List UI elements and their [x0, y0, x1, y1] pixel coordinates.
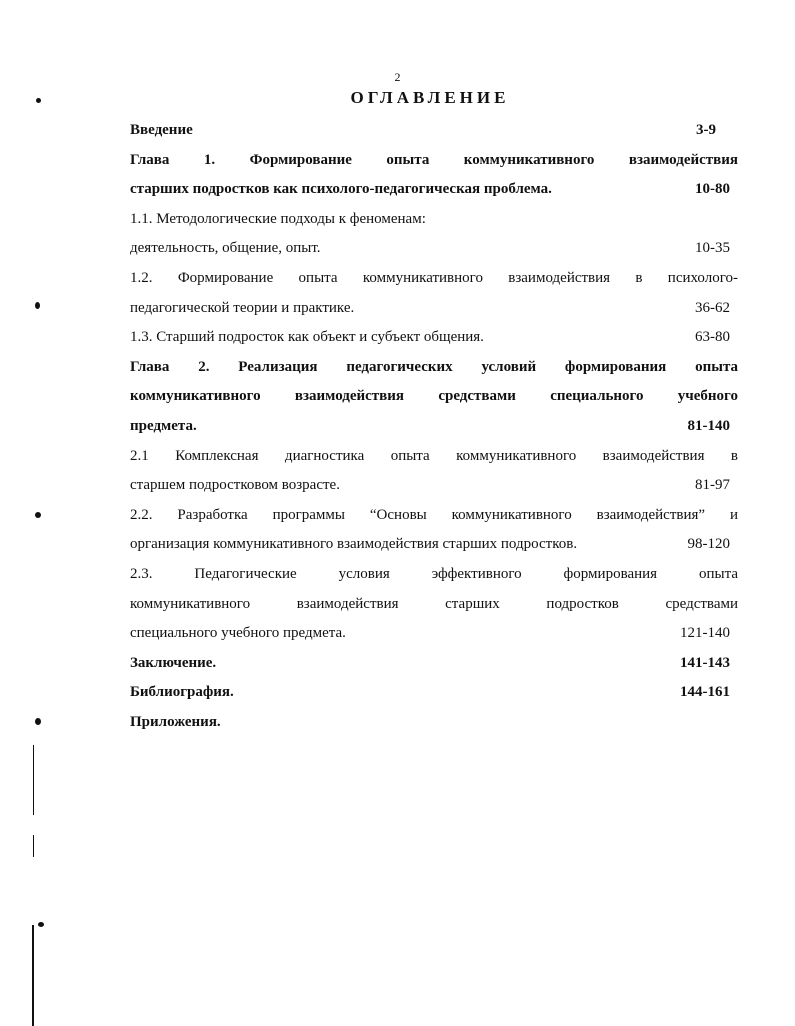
- toc-line: [130, 501, 738, 531]
- toc-page-range: 3-9: [696, 122, 716, 138]
- toc-line: [130, 382, 738, 412]
- toc-page-range: 141-143: [680, 654, 730, 671]
- toc-page-range: 98-120: [687, 536, 730, 553]
- toc-line-text: коммуникативного взаимодействия старших подростков средствами: [130, 595, 738, 612]
- toc-line: [130, 294, 738, 324]
- toc-line: [130, 264, 738, 294]
- scan-dot-2: [35, 302, 40, 309]
- toc-line: [130, 205, 738, 235]
- page-title: ОГЛАВЛЕНИЕ: [350, 88, 510, 107]
- scan-line-1: [33, 745, 34, 815]
- toc-line: [130, 471, 738, 501]
- toc-page-range: 121-140: [680, 625, 730, 642]
- toc-line: [130, 146, 738, 176]
- toc-page-range: 36-62: [695, 299, 730, 316]
- scan-dot-3: [35, 512, 41, 518]
- toc-line-text: Введение: [130, 122, 193, 138]
- toc-line-text: Приложения.: [130, 713, 221, 730]
- toc-page-range: 144-161: [680, 684, 730, 701]
- scan-line-3: [32, 925, 34, 1026]
- toc-page-range: 63-80: [695, 329, 730, 346]
- toc-line: [130, 678, 738, 708]
- toc-line-text: предмета.: [130, 417, 197, 434]
- toc-line-text: Глава 2. Реализация педагогических условий формирования опыта: [130, 358, 738, 375]
- toc-line-text: деятельность, общение, опыт.: [130, 240, 321, 257]
- toc-page-range: 81-97: [695, 477, 730, 494]
- toc-line-text: коммуникативного взаимодействия средствами специального учебного: [130, 388, 738, 405]
- toc-line: [130, 116, 738, 146]
- toc-line: [130, 412, 738, 442]
- toc-line-text: специального учебного предмета.: [130, 625, 346, 642]
- toc-page-range: 10-35: [695, 240, 730, 257]
- toc-line: [130, 708, 738, 738]
- toc-line: [130, 323, 738, 353]
- scan-dot-5: [38, 922, 44, 927]
- toc-line: [130, 442, 738, 472]
- toc-line: [130, 619, 738, 649]
- toc-line: [130, 234, 738, 264]
- toc-line-text: Заключение.: [130, 654, 217, 671]
- toc-line-text: 1.2. Формирование опыта коммуникативного взаимодействия в психолого-: [130, 269, 738, 286]
- toc-line-text: 2.1 Комплексная диагностика опыта коммуникативного взаимодействия в: [130, 447, 738, 464]
- toc-line-text: старшем подростковом возрасте.: [130, 477, 340, 494]
- toc-line-text: педагогической теории и практике.: [130, 299, 355, 316]
- toc-line-text: 2.3. Педагогические условия эффективного формирования опыта: [130, 565, 738, 582]
- toc-line-text: организация коммуникативного взаимодействия старших подростков.: [130, 536, 578, 553]
- toc-line-text: старших подростков как психолого-педагогическая проблема.: [130, 181, 552, 198]
- toc-line-text: Библиография.: [130, 684, 234, 701]
- toc-line-text: 2.2. Разработка программы “Основы коммуникативного взаимодействия” и: [130, 506, 738, 523]
- toc-line: [130, 649, 738, 679]
- toc-line: [130, 175, 738, 205]
- page-number: 2: [394, 70, 401, 84]
- toc-line: [130, 353, 738, 383]
- scan-dot-4: [35, 718, 41, 725]
- toc-page-range: 10-80: [695, 181, 730, 198]
- toc-page-range: 81-140: [687, 417, 730, 434]
- scan-line-2: [33, 835, 34, 857]
- toc-line: [130, 530, 738, 560]
- toc-line-text: 1.1. Методологические подходы к феноменам:: [130, 210, 426, 227]
- table-of-contents: [130, 116, 738, 737]
- toc-line: [130, 590, 738, 620]
- toc-line-text: Глава 1. Формирование опыта коммуникативного взаимодействия: [130, 151, 738, 168]
- toc-line-text: 1.3. Старший подросток как объект и субъект общения.: [130, 329, 484, 346]
- toc-line: [130, 560, 738, 590]
